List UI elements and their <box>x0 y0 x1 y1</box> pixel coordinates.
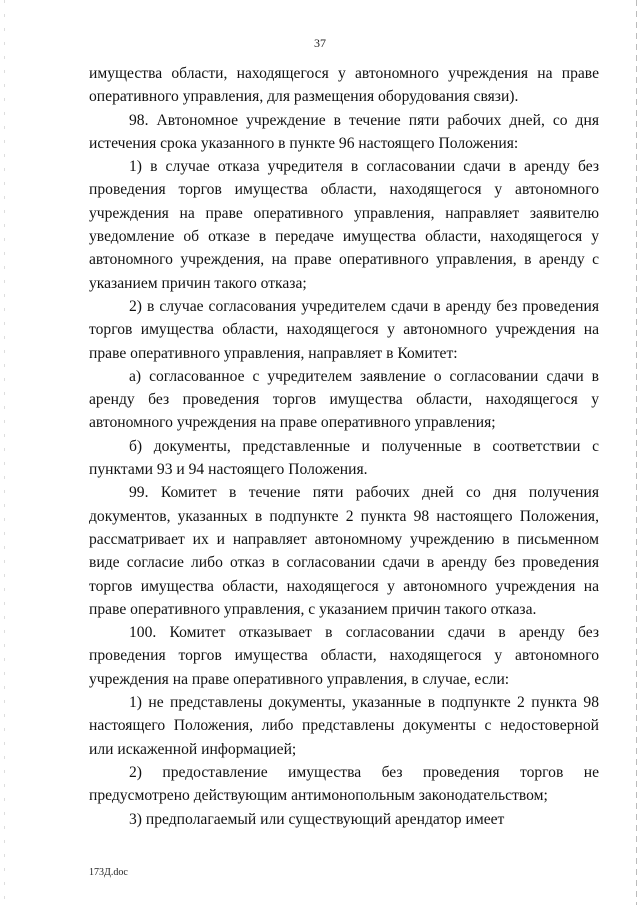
paragraph-99: 99. Комитет в течение пяти рабочих дней со дня получения документов, указанных в подпункте 2 пункта 98 настоящего Положения, рассматривает их и направляет автономному учреждению в письменном виде согласие либо отказ в согласовании сдачи в аренду без проведения торгов имущества области, находящегося у автономного учреждения на праве оперативного управления, с указанием причин такого отказа. <box>89 484 599 618</box>
paragraph-98-2-b: б) документы, представленные и полученные в соответствии с пунктами 93 и 94 настоящего Положения. <box>89 437 599 479</box>
scan-edge-right <box>636 0 637 905</box>
page-number: 37 <box>314 36 326 50</box>
paragraph-continuation: имущества области, находящегося у автономного учреждения на праве оперативного управления, для размещения оборудования связи). <box>89 65 599 106</box>
paragraph-100-1: 1) не представлены документы, указанные в подпункте 2 пункта 98 настоящего Положения, либо представлены документы с недостоверной или искаженной информацией; <box>89 694 599 758</box>
footer-filename: 173Д.doc <box>89 867 128 878</box>
paragraph-100-3: 3) предполагаемый или существующий арендатор имеет <box>129 810 505 828</box>
paragraph-100-2: 2) предоставление имущества без проведения торгов не предусмотрено действующим антимонопольным законодательством; <box>89 763 599 805</box>
document-body <box>89 62 599 831</box>
paragraph-100: 100. Комитет отказывает в согласовании сдачи в аренду без проведения торгов имущества области, находящегося у автономного учреждения на праве оперативного управления, в случае, если: <box>89 624 599 688</box>
scan-edge-left <box>4 0 5 905</box>
paragraph-98-1: 1) в случае отказа учредителя в согласовании сдачи в аренду без проведения торгов имущества области, находящегося у автономного учреждения на праве оперативного управления, направляет заявителю уведомление об отказе в передаче имущества области, находящегося у автономного учреждения, на праве оперативного управления, в аренду с указанием причин такого отказа; <box>89 158 599 292</box>
paragraph-98-2: 2) в случае согласования учредителем сдачи в аренду без проведения торгов имущества области, находящегося у автономного учреждения на праве оперативного управления, направляет в Комитет: <box>89 297 599 362</box>
paragraph-98-2-a: а) согласованное с учредителем заявление о согласовании сдачи в аренду без проведения торгов имущества области, находящегося у автономного учреждения на праве оперативного управления; <box>89 367 599 432</box>
paragraph-98: 98. Автономное учреждение в течение пяти рабочих дней, со дня истечения срока указанного в пункте 96 настоящего Положения: <box>89 111 599 152</box>
